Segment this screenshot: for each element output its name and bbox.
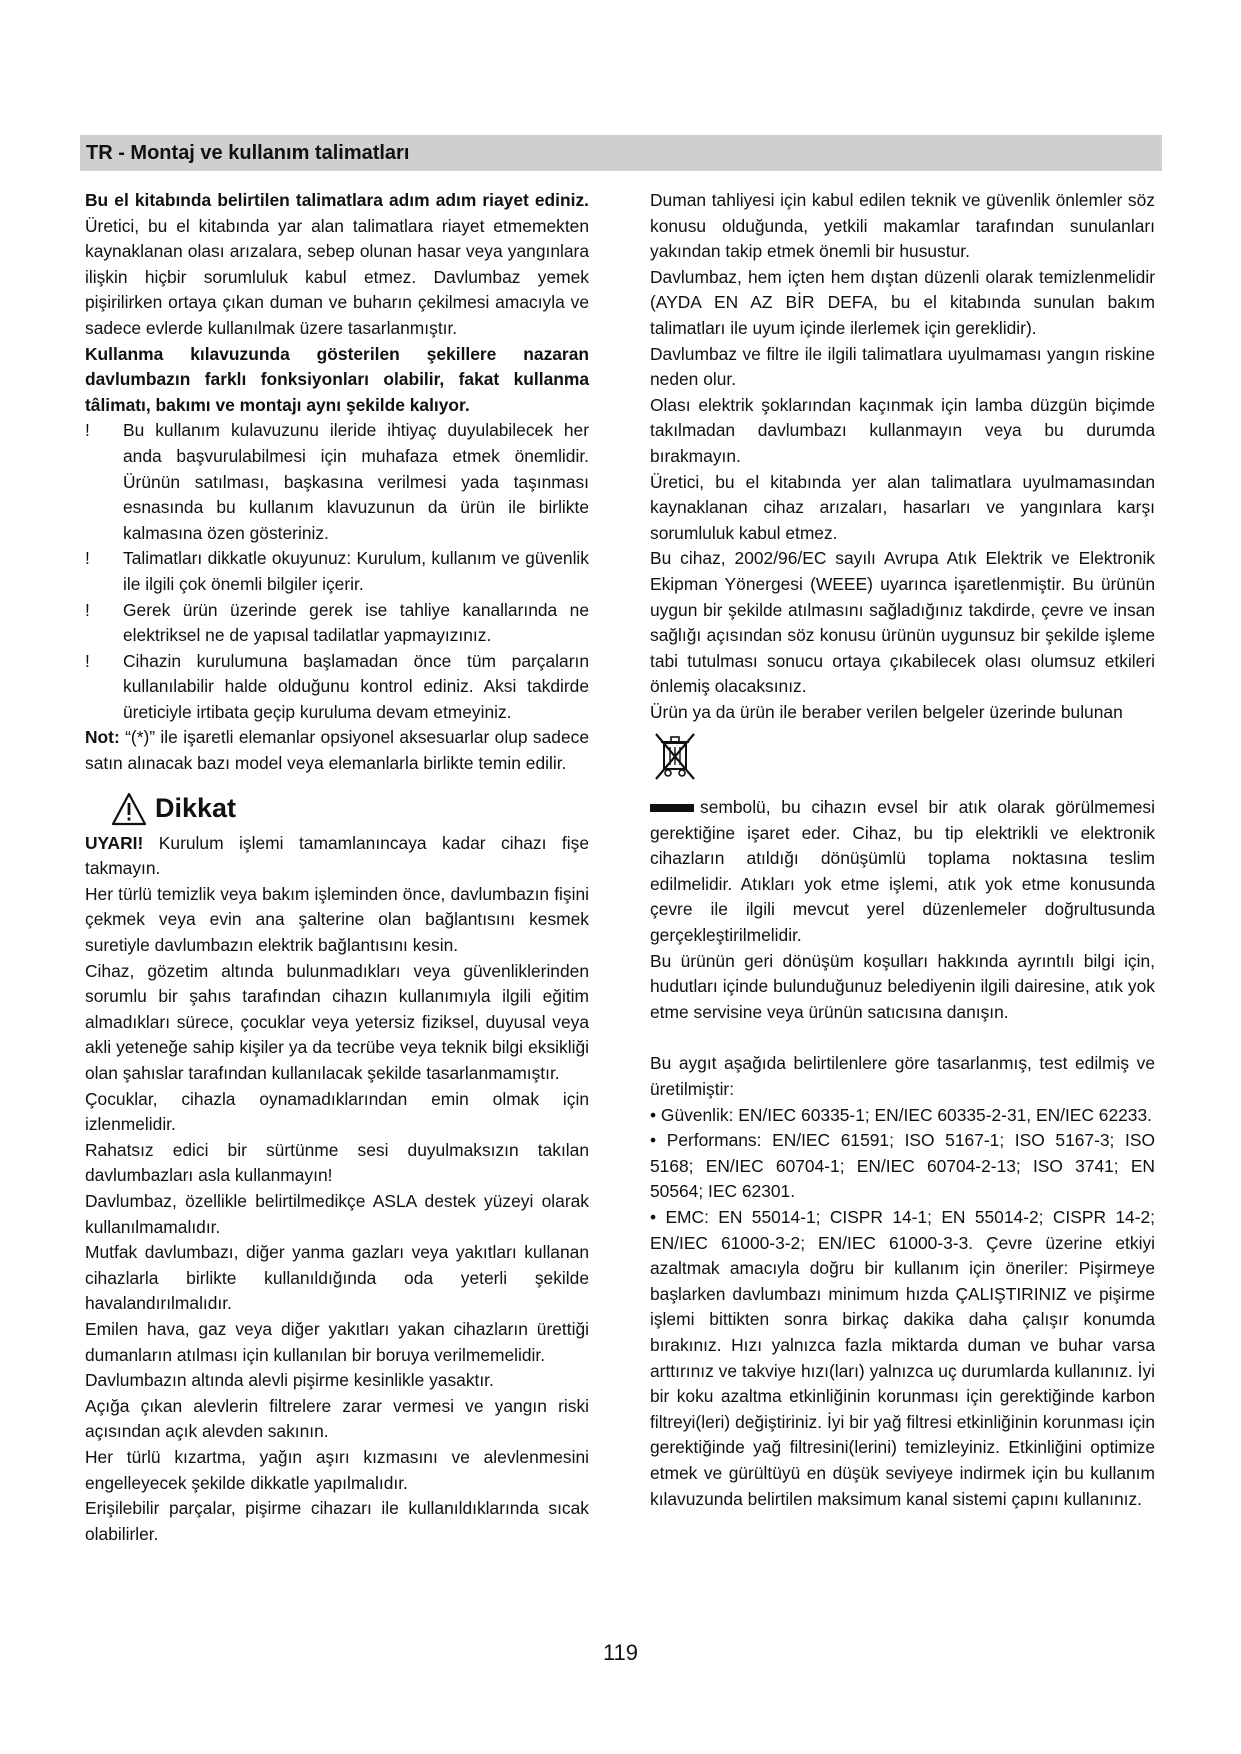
safety-paragraph: Açığa çıkan alevlerin filtrelere zarar vermesi ve yangın riski açısından açık alevden sakının.: [85, 1395, 589, 1442]
weee-paragraph: [650, 795, 1155, 949]
intro-text: Üretici, bu el kitabında yar alan talimatlara riayet etmemekten kaynaklanan olası arızalara, sebep olunan hasar veya yangınlara ilişkin hiçbir sorumluluk kabul etmez. Davlumbaz yemek pişirilirken ortaya çıkan duman ve buharın çekilmesi amacıyla ve sadece evlerde kullanılmak üzere tasarlanmıştır.: [85, 215, 589, 338]
standards-safety: • Güvenlik: EN/IEC 60335-1; EN/IEC 60335-2-31, EN/IEC 62233.: [650, 1104, 1152, 1125]
note-paragraph: [85, 725, 589, 776]
warning-triangle-icon: [111, 791, 147, 827]
exclamation-mark: !: [85, 599, 90, 620]
section-header: TR - Montaj ve kullanım talimatları: [80, 135, 1162, 171]
info-paragraph: Üretici, bu el kitabında yer alan talimatlara uyulmamasından kaynaklanan cihaz arızaları, hasarları ve yangınlara karşı sorumluluk kabul etmez.: [650, 471, 1155, 543]
safety-paragraph: Mutfak davlumbazı, diğer yanma gazları veya yakıtları kullanan cihazlarla birlikte kullanıldığında oda yeterli şekilde havalandırılmalıdır.: [85, 1242, 589, 1314]
uyari-text: Kurulum işlemi tamamlanıncaya kadar cihazı fişe takmayın.: [85, 832, 589, 879]
standards-emc: • EMC: EN 55014-1; CISPR 14-1; EN 55014-2; CISPR 14-2; EN/IEC 61000-3-2; EN/IEC 61000-3-3. Çevre üzerine etkiyi azaltmak amacıyla doğru bir kullanım için öneriler: Pişirmeye başlarken davlumbazı minimum hızda ÇALIŞTIRINIZ ve pişirme işlemi bittikten sonra birkaç dakika daha çalışır konumda bırakınız. Hızı yalnızca fazla miktarda duman ve buhar varsa arttırınız ve takviye hızı(ları) yalnızca uç durumlarda kullanınız. İyi bir koku azaltma etkinliğinin korunması için gerektiğinde karbon filtreyi(leri) değiştiriniz. İyi bir yağ filtresi etkinliğinin korunması için gerektiğinde yağ filtresini(lerini) temizleyiniz. Etkinliğini optimize etmek ve gürültüyü en düşük seviyeye indirmek için bu kullanım kılavuzunda belirtilen maksimum kanal sistemi çapını kullanınız.: [650, 1206, 1155, 1509]
info-paragraph: Olası elektrik şoklarından kaçınmak için lamba düzgün biçimde takılmadan davlumbazı kullanmayın veya bu durumda bırakmayın.: [650, 394, 1155, 466]
dikkat-title: Dikkat: [155, 792, 237, 823]
right-column: [650, 188, 1155, 1512]
safety-paragraph: Rahatsız edici bir sürtünme sesi duyulmaksızın takılan davlumbazları asla kullanmayın!: [85, 1139, 589, 1186]
exclamation-mark: !: [85, 650, 90, 671]
info-paragraph: Duman tahliyesi için kabul edilen teknik ve güvenlik önlemler söz konusu olduğunda, yetkili makamlar tarafından sunulanları yakından takip etmek önemli bir husustur.: [650, 190, 1155, 262]
safety-paragraph: Her türlü temizlik veya bakım işleminden önce, davlumbazın fişini çekmek veya evin ana şalterine olan bağlantısını kesmek suretiyle davlumbazın elektrik bağlantısını kesin.: [85, 883, 589, 956]
info-paragraph: Davlumbaz, hem içten hem dıştan düzenli olarak temizlenmelidir (AYDA EN AZ BİR DEFA, bu el kitabında sunulan bakım talimatları ile uyum içinde ilerlemek için gereklidir).: [650, 266, 1155, 338]
weee-text: sembolü, bu cihazın evsel bir atık olarak görülmemesi gerektiğine işaret eder. Cihaz, bu tip elektrikli ve elektronik cihazların atıldığı dönüşümlü toplama noktasına teslim edilmelidir. Atıkları yok etme işlemi, atık yok etme konusunda çevre ile ilgili mevcut yerel düzenlemeler doğrultusunda gerçekleştirilmelidir.: [650, 797, 1155, 946]
black-bar-symbol: [650, 804, 694, 812]
safety-paragraph: Davlumbazın altında alevli pişirme kesinlikle yasaktır.: [85, 1370, 494, 1391]
safety-paragraph: Davlumbaz, özellikle belirtilmedikçe ASLA destek yüzeyi olarak kullanılmamalıdır.: [85, 1190, 589, 1237]
recycle-paragraph: Bu ürünün geri dönüşüm koşulları hakkında ayrıntılı bilgi için, hudutları içinde bulunduğunuz belediyenin ilgili dairesine, atık yok etme servisine veya ürünün satıcısına danışın.: [650, 950, 1155, 1022]
crossed-bin-icon: [650, 729, 700, 785]
intro-bold: Bu el kitabında belirtilen talimatlara adım adım riayet ediniz.: [85, 190, 589, 210]
info-paragraph: Ürün ya da ürün ile beraber verilen belgeler üzerinde bulunan: [650, 701, 1123, 722]
weee-block: [650, 729, 1155, 793]
info-paragraph: Davlumbaz ve filtre ile ilgili talimatlara uyulmaması yangın riskine neden olur.: [650, 343, 1155, 390]
bullet-item: [85, 418, 589, 546]
safety-paragraph: Her türlü kızartma, yağın aşırı kızmasını ve alevlenmesini engelleyecek şekilde dikkatle yapılmalıdır.: [85, 1446, 589, 1493]
safety-paragraph: Çocuklar, cihazla oynamadıklarından emin olmak için izlenmelidir.: [85, 1088, 589, 1135]
bullet-text: Cihazin kurulumuna başlamadan önce tüm parçaların kullanılabilir halde olduğunu kontrol ediniz. Aksi takdirde üreticiyle irtibata geçip kuruluma devam etmeyiniz.: [123, 650, 589, 722]
left-column: [85, 188, 589, 1547]
safety-paragraph: Emilen hava, gaz veya diğer yakıtları yakan cihazların ürettiği dumanların atılması için kullanılan bir boruya verilmemelidir.: [85, 1318, 589, 1365]
info-paragraph: Bu cihaz, 2002/96/EC sayılı Avrupa Atık Elektrik ve Elektronik Ekipman Yönergesi (WEEE) uyarınca işaretlenmiştir. Bu ürünün uygun bir şekilde atılmasını sağladığınız takdirde, çevre ve insan sağlığı açısından söz konusu ürünün uygunsuz bir şekilde işleme tabi tutulması sonucu ortaya çıkabilecek olası olumsuz etkileri önlemiş olacaksınız.: [650, 548, 1155, 697]
dikkat-heading: [85, 791, 589, 827]
standards-performance: • Performans: EN/IEC 61591; ISO 5167-1; ISO 5167-3; ISO 5168; EN/IEC 60704-1; EN/IEC 60704-2-13; ISO 3741; EN 50564; IEC 62301.: [650, 1130, 1155, 1202]
exclamation-mark: !: [85, 420, 90, 441]
intro-paragraph: [85, 188, 589, 342]
bullet-text: Bu kullanım kulavuzunu ileride ihtiyaç duyulabilecek her anda başvurulabilmesi için muhafaza etmek önemlidir. Ürünün satılması, başkasına verilmesi yada taşınması esnasında bu kullanım klavuzunun da ürün ile birlikte kalmasına özen gösteriniz.: [123, 420, 589, 543]
bullet-text: Gerek ürün üzerinde gerek ise tahliye kanallarında ne elektriksel ne de yapısal tadilatlar yapmayızınız.: [123, 599, 589, 646]
bold-paragraph: Kullanma kılavuzunda gösterilen şekillere nazaran davlumbazın farklı fonksiyonları olabilir, fakat kullanma tâlimatı, bakımı ve montajı aynı şekilde kalıyor.: [85, 343, 589, 415]
safety-paragraph: Erişilebilir parçalar, pişirme cihazarı ile kullanıldıklarında sıcak olabilirler.: [85, 1498, 589, 1544]
bullet-item: [85, 546, 589, 597]
design-intro: Bu aygıt aşağıda belirtilenlere göre tasarlanmış, test edilmiş ve üretilmiştir:: [650, 1053, 1155, 1099]
safety-paragraph: Cihaz, gözetim altında bulunmadıkları veya güvenliklerinden sorumlu bir şahıs tarafından cihazın kullanımıyla ilgili eğitim almadıkları sürece, çocuklar veya yetersiz fiziksel, duyusal veya akli yeteneğe sahip kişiler ya da tecrübe veya teknik bilgi eksikliği olan şahıslar tarafından kullanılacak şekilde tasarlanmamıştır.: [85, 960, 589, 1083]
page-number: 119: [602, 1640, 639, 1665]
note-text: “(*)” ile işaretli elemanlar opsiyonel aksesuarlar olup sadece satın alınacak bazı model veya elemanlarla birlikte temin edilir.: [85, 727, 589, 774]
note-label: Not:: [85, 727, 120, 748]
bullet-item: [85, 649, 589, 726]
uyari-label: UYARI!: [85, 832, 144, 853]
bullet-item: [85, 598, 589, 649]
uyari-paragraph: [85, 831, 589, 882]
bullet-text: Talimatları dikkatle okuyunuz: Kurulum, kullanım ve güvenlik ile ilgili çok önemli bilgiler içerir.: [123, 548, 589, 594]
exclamation-mark: !: [85, 548, 90, 569]
